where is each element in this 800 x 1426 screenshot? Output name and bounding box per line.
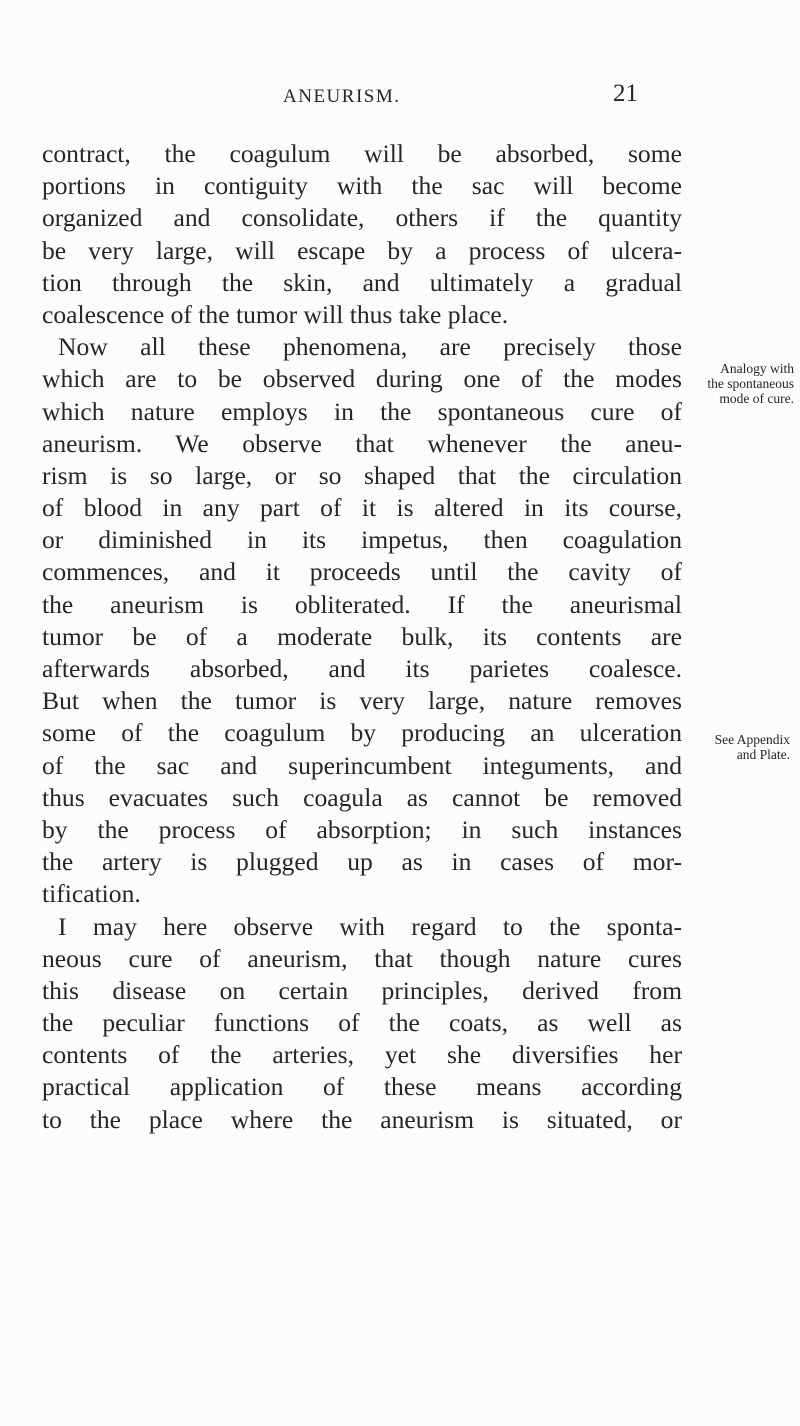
- text-line: by the process of absorption; in such instances: [42, 814, 682, 844]
- text-line: be very large, will escape by a process of ulcera-: [42, 235, 682, 265]
- text-line: practical application of these means according: [42, 1072, 682, 1102]
- text-line: thus evacuates such coagula as cannot be removed: [42, 782, 682, 812]
- text-line: of the sac and superincumbent integuments, and: [42, 750, 682, 780]
- running-head: ANEURISM.: [283, 86, 401, 107]
- text-line: coalescence of the tumor will thus take place.: [42, 299, 509, 329]
- text-line: the artery is plugged up as in cases of mor-: [42, 847, 682, 877]
- sidenote-line: and Plate.: [736, 747, 790, 762]
- text-line: tion through the skin, and ultimately a gradual: [42, 267, 682, 297]
- text-line: of blood in any part of it is altered in its course,: [42, 493, 682, 523]
- text-line: I may here observe with regard to the sponta-: [58, 911, 682, 941]
- sidenote-appendix: [684, 732, 790, 762]
- text-line: afterwards absorbed, and its parietes coalesce.: [42, 654, 682, 683]
- text-line: which nature employs in the spontaneous cure of: [42, 396, 682, 426]
- body-text: [42, 138, 682, 1136]
- text-line: commences, and it proceeds until the cavity of: [42, 557, 682, 587]
- text-line: this disease on certain principles, derived from: [42, 975, 682, 1005]
- text-line: or diminished in its impetus, then coagulation: [42, 525, 682, 555]
- text-line: tumor be of a moderate bulk, its contents are: [42, 621, 682, 651]
- text-line: tification.: [42, 879, 141, 909]
- page-number: 21: [613, 80, 638, 107]
- text-line: some of the coagulum by producing an ulceration: [42, 718, 682, 748]
- text-line: which are to be observed during one of the modes: [42, 364, 682, 394]
- text-line: contents of the arteries, yet she diversifies her: [42, 1040, 682, 1070]
- text-line: Now all these phenomena, are precisely those: [58, 332, 682, 362]
- text-line: But when the tumor is very large, nature removes: [42, 686, 682, 716]
- sidenote-line: See Appendix: [714, 732, 790, 747]
- sidenote-analogy: [684, 361, 794, 406]
- text-line: contract, the coagulum will be absorbed, some: [42, 139, 682, 168]
- text-line: to the place where the aneurism is situated, or: [42, 1104, 682, 1134]
- text-line: aneurism. We observe that whenever the aneu-: [42, 428, 682, 458]
- text-line: portions in contiguity with the sac will become: [42, 171, 682, 201]
- text-line: neous cure of aneurism, that though nature cures: [42, 943, 682, 973]
- text-line: rism is so large, or so shaped that the circulation: [42, 460, 682, 490]
- text-line: the peculiar functions of the coats, as well as: [42, 1008, 682, 1038]
- text-line: the aneurism is obliterated. If the aneurismal: [42, 589, 682, 619]
- sidenote-line: mode of cure.: [719, 391, 794, 406]
- sidenote-line: the spontaneous: [707, 376, 794, 391]
- text-line: organized and consolidate, others if the quantity: [42, 203, 682, 233]
- sidenote-line: Analogy with: [720, 361, 794, 376]
